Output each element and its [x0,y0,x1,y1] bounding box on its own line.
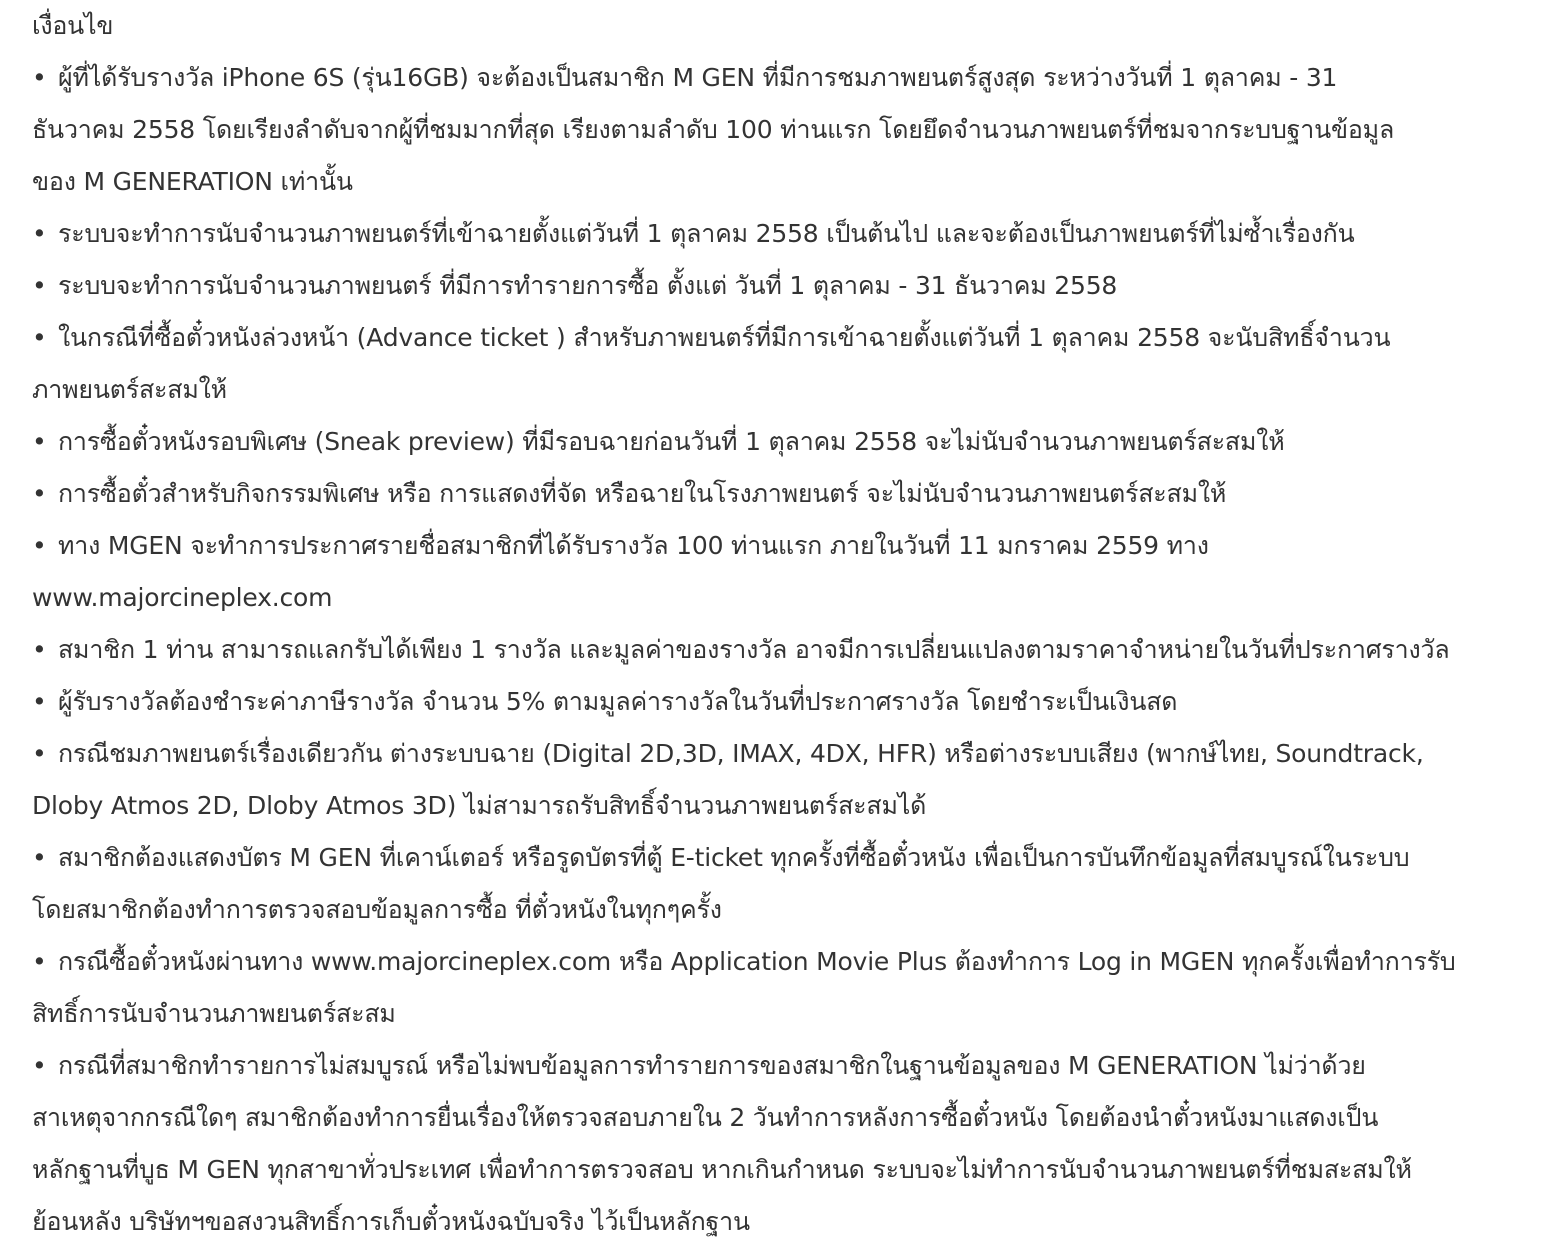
condition-line [32,104,1537,156]
bullet-icon: • [32,687,47,716]
bullet-icon: • [32,427,47,456]
condition-text: การซื้อตั๋วหนังรอบพิเศษ (Sneak preview) ที่มีรอบฉายก่อนวันที่ 1 ตุลาคม 2558 จะไม่นับจำนวนภาพยนตร์สะสมให้ [58,427,1285,456]
bullet-icon: • [32,635,47,664]
bullet-icon: • [32,843,47,872]
conditions-heading: เงื่อนไข [32,11,114,40]
conditions-list [32,52,1537,1248]
condition-text: ทาง MGEN จะทำการประกาศรายชื่อสมาชิกที่ได้รับรางวัล 100 ท่านแรก ภายในวันที่ 11 มกราคม 2559 ทาง [58,531,1209,560]
bullet-icon: • [32,219,47,248]
condition-item [32,312,1537,416]
condition-line [32,884,1537,936]
condition-text: ภาพยนตร์สะสมให้ [32,375,227,404]
condition-text: สาเหตุจากกรณีใดๆ สมาชิกต้องทำการยื่นเรื่องให้ตรวจสอบภายใน 2 วันทำการหลังการซื้อตั๋วหนัง โดยต้องนำตั๋วหนังมาแสดงเป็น [32,1103,1379,1132]
bullet-icon: • [32,271,47,300]
condition-line [32,312,1537,364]
condition-item [32,52,1537,208]
bullet-icon: • [32,1051,47,1080]
condition-text: สมาชิก 1 ท่าน สามารถแลกรับได้เพียง 1 รางวัล และมูลค่าของรางวัล อาจมีการเปลี่ยนแปลงตามราคาจำหน่ายในวันที่ประกาศรางวัล [58,635,1450,664]
condition-line [32,780,1537,832]
condition-line [32,416,1537,468]
condition-text: การซื้อตั๋วสำหรับกิจกรรมพิเศษ หรือ การแสดงที่จัด หรือฉายในโรงภาพยนตร์ จะไม่นับจำนวนภาพยนตร์สะสมให้ [58,479,1227,508]
bullet-icon: • [32,63,47,92]
condition-line [32,468,1537,520]
bullet-icon: • [32,947,47,976]
condition-line [32,728,1537,780]
conditions-section [32,0,1537,1248]
condition-item [32,624,1537,676]
condition-item [32,936,1537,1040]
condition-item [32,1040,1537,1248]
condition-item [32,520,1537,624]
condition-line [32,1040,1537,1092]
condition-item [32,832,1537,936]
condition-text: กรณีที่สมาชิกทำรายการไม่สมบูรณ์ หรือไม่พบข้อมูลการทำรายการของสมาชิกในฐานข้อมูลของ M GENERATION ไม่ว่าด้วย [58,1051,1366,1080]
condition-item [32,676,1537,728]
condition-line [32,52,1537,104]
condition-line [32,988,1537,1040]
condition-text: ย้อนหลัง บริษัทฯขอสงวนสิทธิ์การเก็บตั๋วหนังฉบับจริง ไว้เป็นหลักฐาน [32,1207,750,1236]
condition-line [32,572,1537,624]
condition-item [32,260,1537,312]
condition-line [32,156,1537,208]
condition-line [32,1092,1537,1144]
condition-text: ธันวาคม 2558 โดยเรียงลำดับจากผู้ที่ชมมากที่สุด เรียงตามลำดับ 100 ท่านแรก โดยยึดจำนวนภาพยนตร์ที่ชมจากระบบฐานข้อมูล [32,115,1395,144]
condition-text: ผู้รับรางวัลต้องชำระค่าภาษีรางวัล จำนวน 5% ตามมูลค่ารางวัลในวันที่ประกาศรางวัล โดยชำระเป็นเงินสด [58,687,1178,716]
condition-text: Dloby Atmos 2D, Dloby Atmos 3D) ไม่สามารถรับสิทธิ์จำนวนภาพยนตร์สะสมได้ [32,791,927,820]
bullet-icon: • [32,479,47,508]
condition-item [32,208,1537,260]
condition-item [32,416,1537,468]
condition-line [32,1196,1537,1248]
bullet-icon: • [32,739,47,768]
condition-text: ระบบจะทำการนับจำนวนภาพยนตร์ ที่มีการทำรายการซื้อ ตั้งแต่ วันที่ 1 ตุลาคม - 31 ธันวาคม 2558 [58,271,1118,300]
condition-line [32,364,1537,416]
condition-item [32,728,1537,832]
condition-line [32,832,1537,884]
bullet-icon: • [32,531,47,560]
condition-text: www.majorcineplex.com [32,583,333,612]
condition-text: ของ M GENERATION เท่านั้น [32,167,353,196]
condition-item [32,468,1537,520]
condition-line [32,676,1537,728]
condition-text: สมาชิกต้องแสดงบัตร M GEN ที่เคาน์เตอร์ หรือรูดบัตรที่ตู้ E-ticket ทุกครั้งที่ซื้อตั๋วหนัง เพื่อเป็นการบันทึกข้อมูลที่สมบูรณ์ในระบบ [58,843,1410,872]
condition-line [32,624,1537,676]
condition-line [32,1144,1537,1196]
condition-text: กรณีซื้อตั๋วหนังผ่านทาง www.majorcineplex.com หรือ Application Movie Plus ต้องทำการ Log in MGEN ทุกครั้งเพื่อทำการรับ [58,947,1456,976]
condition-text: หลักฐานที่บูธ M GEN ทุกสาขาทั่วประเทศ เพื่อทำการตรวจสอบ หากเกินกำหนด ระบบจะไม่ทำการนับจำนวนภาพยนตร์ที่ชมสะสมให้ [32,1155,1412,1184]
bullet-icon: • [32,323,47,352]
condition-text: กรณีชมภาพยนตร์เรื่องเดียวกัน ต่างระบบฉาย (Digital 2D,3D, IMAX, 4DX, HFR) หรือต่างระบบเสียง (พากษ์ไทย, Soundtrack, [58,739,1424,768]
condition-text: ระบบจะทำการนับจำนวนภาพยนตร์ที่เข้าฉายตั้งแต่วันที่ 1 ตุลาคม 2558 เป็นต้นไป และจะต้องเป็นภาพยนตร์ที่ไม่ซ้ำเรื่องกัน [58,219,1355,248]
condition-line [32,260,1537,312]
condition-line [32,208,1537,260]
condition-text: สิทธิ์การนับจำนวนภาพยนตร์สะสม [32,999,396,1028]
condition-text: ในกรณีที่ซื้อตั๋วหนังล่วงหน้า (Advance ticket ) สำหรับภาพยนตร์ที่มีการเข้าฉายตั้งแต่วันที่ 1 ตุลาคม 2558 จะนับสิทธิ์จำนวน [58,323,1391,352]
condition-text: โดยสมาชิกต้องทำการตรวจสอบข้อมูลการซื้อ ที่ตั๋วหนังในทุกๆครั้ง [32,895,722,924]
condition-line [32,520,1537,572]
condition-line [32,936,1537,988]
condition-text: ผู้ที่ได้รับรางวัล iPhone 6S (รุ่น16GB) จะต้องเป็นสมาชิก M GEN ที่มีการชมภาพยนตร์สูงสุด ระหว่างวันที่ 1 ตุลาคม - 31 [58,63,1338,92]
